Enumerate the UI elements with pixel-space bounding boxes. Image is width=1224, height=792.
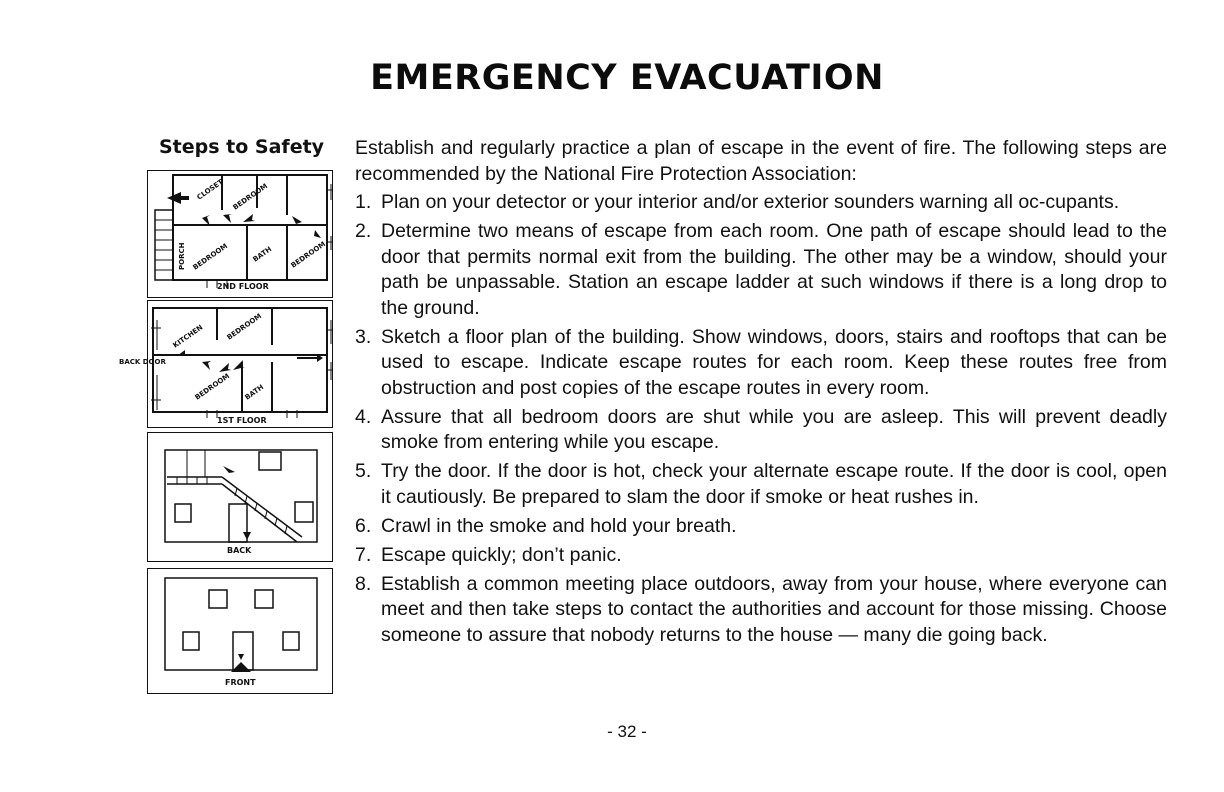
front-elevation-figure [147,568,333,694]
step-text: Plan on your detector or your interior and/or exterior sounders warning all oc-cupants. [381,191,1120,213]
page-number: - 32 - [607,722,647,741]
room-label-bath: BATH [251,245,274,264]
second-floor-plan-figure [147,170,333,298]
list-item [355,219,1167,321]
list-item [355,405,1167,456]
step-text: Establish a common meeting place outdoors, away from your house, where everyone can meet and then take steps to contact the authorities and account for those missing. Choose someone to assure that nobody returns to the house — many die going back. [381,572,1167,646]
room-label-bedroom: BEDROOM [231,182,270,212]
step-text: Assure that all bedroom doors are shut while you are asleep. This will prevent deadly smoke from entering while you escape. [381,405,1167,453]
list-item [355,190,1167,216]
room-label-bath: BATH [243,383,266,402]
sidebar-heading: Steps to Safety [159,136,325,158]
step-number: 2. [355,220,372,242]
room-label-bedroom: BEDROOM [191,242,230,272]
second-floor-plan-drawing [147,170,333,298]
intro-paragraph: Establish and regularly practice a plan of escape in the event of fire. The following steps are recommended by the National Fire Protection Association: [355,137,1167,185]
step-number: 5. [355,460,372,482]
back-elevation-figure [147,432,333,562]
list-item [355,514,1167,540]
back-elevation-drawing [147,432,333,562]
second-floor-label: 2ND FLOOR [217,282,269,291]
room-label-bedroom: BEDROOM [225,312,264,342]
step-number: 7. [355,543,372,566]
page-title: EMERGENCY EVACUATION [370,58,884,98]
step-number: 6. [355,514,372,537]
front-elevation-drawing [147,568,333,694]
room-label-bedroom: BEDROOM [193,372,232,402]
step-number: 8. [355,572,372,595]
step-number: 3. [355,325,372,348]
front-label: FRONT [225,678,256,687]
step-text: Escape quickly; don’t panic. [381,543,622,566]
room-label-kitchen: KITCHEN [171,323,205,350]
list-item [355,325,1167,402]
first-floor-plan-figure [119,300,333,428]
back-door-label: BACK DOOR [119,358,166,366]
step-text: Crawl in the smoke and hold your breath. [381,514,737,537]
safety-steps-list [355,190,1167,652]
first-floor-label: 1ST FLOOR [217,416,267,425]
first-floor-plan-drawing [147,300,333,428]
room-label-porch: PORCH [178,242,186,270]
list-item [355,543,1167,569]
step-text: Determine two means of escape from each room. One path of escape should lead to the door that permits normal exit from the building. The other may be a window, should your path be unpassable. Station an escape ladder at such windows if there is a long drop to the ground. [381,220,1167,319]
step-number: 4. [355,405,372,428]
room-label-bedroom: BEDROOM [289,240,328,270]
list-item [355,459,1167,510]
room-label-closet: CLOSET [195,177,225,202]
step-text: Try the door. If the door is hot, check your alternate escape route. If the door is cool, open it cautiously. Be prepared to slam the door if smoke or heat rushes in. [381,460,1167,508]
back-label: BACK [227,546,252,555]
list-item [355,572,1167,649]
step-number: 1. [355,191,372,213]
step-text: Sketch a floor plan of the building. Show windows, doors, stairs and rooftops that can be used to escape. Indicate escape routes for each room. Keep these routes free from obstruction and post copies of the escape routes in every room. [381,325,1167,399]
